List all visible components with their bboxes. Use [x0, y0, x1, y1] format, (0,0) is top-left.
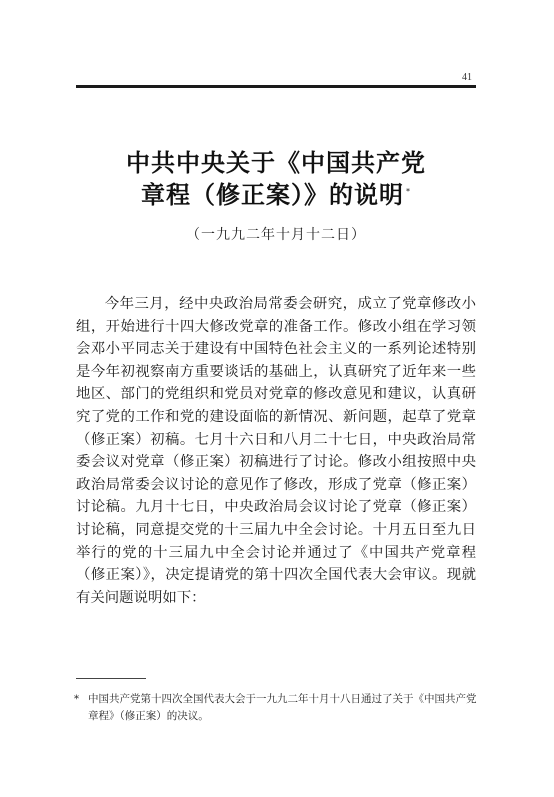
- footnote-reference-marker: *: [406, 187, 411, 196]
- footnote: [74, 691, 480, 725]
- title-line-1: [76, 148, 476, 178]
- footnote-marker: *: [74, 694, 79, 705]
- page-number: 41: [462, 72, 472, 83]
- title-line-2: [76, 180, 476, 210]
- header-rule: [76, 85, 476, 88]
- footnote-rule: [76, 678, 146, 679]
- date-line: （一九九二年十月十二日）: [186, 227, 366, 243]
- title-line-2-text: 章程（修正案）》的说明: [141, 181, 404, 209]
- footnote-text: 中国共产党第十四次全国代表大会于一九九二年十月十八日通过了关于《中国共产党章程》（修正案）的决议。: [88, 693, 477, 722]
- body-paragraph: 今年三月，经中央政治局常委会研究，成立了党章修改小组，开始进行十四大修改党章的准备工作。修改小组在学习领会邓小平同志关于建设有中国特色社会主义的一系列论述特别是今年初视察南方重要谈话的基础上，认真研究了近年来一些地区、部门的党组织和党员对党章的修改意见和建议，认真研究了党的工作和党的建设面临的新情况、新问题，起草了党章（修正案）初稿。七月十六日和八月二十七日，中央政治局常委会议对党章（修正案）初稿进行了讨论。修改小组按照中央政治局常委会议讨论的意见作了修改，形成了党章（修正案）讨论稿。九月十七日，中央政治局会议讨论了党章（修正案）讨论稿，同意提交党的十三届九中全会讨论。十月五日至九日举行的党的十三届九中全会讨论并通过了《中国共产党章程（修正案）》，决定提请党的第十四次全国代表大会审议。现就有关问题说明如下：: [76, 296, 476, 606]
- title-line-1-text: 中共中央关于《中国共产党: [126, 149, 426, 177]
